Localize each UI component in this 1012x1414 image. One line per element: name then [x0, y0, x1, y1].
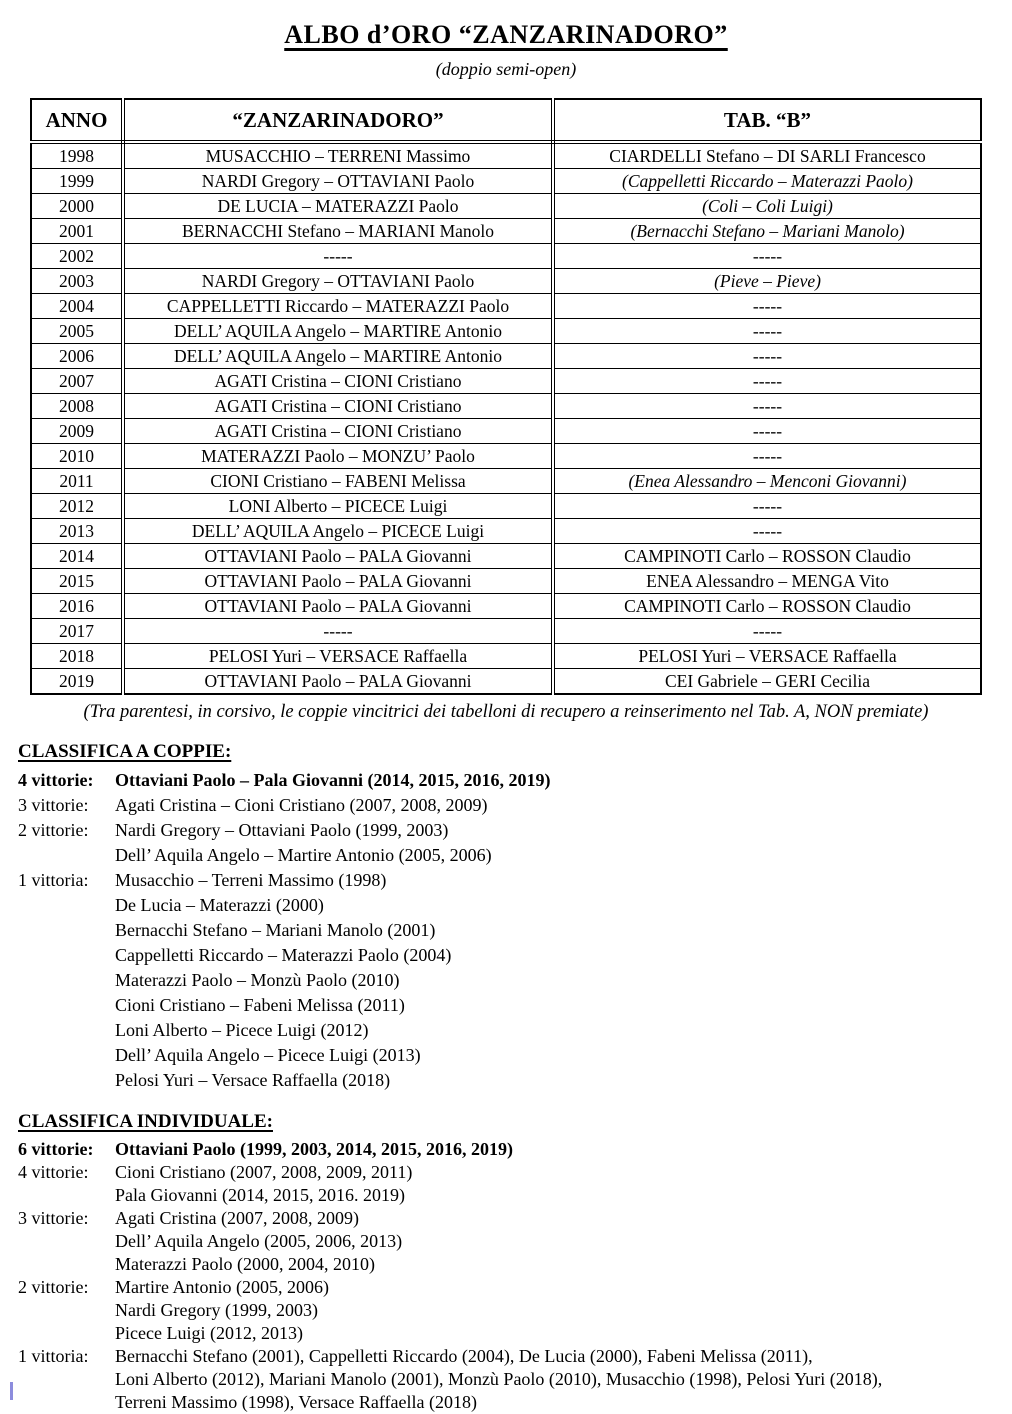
- classifica-individuale-heading: CLASSIFICA INDIVIDUALE:: [18, 1111, 273, 1132]
- table-row: [31, 344, 981, 369]
- winner-cell: DELL’ AQUILA Angelo – PICECE Luigi: [123, 519, 553, 544]
- year-cell: 1999: [31, 169, 123, 194]
- victories-count-label: [18, 943, 115, 968]
- table-row: [31, 669, 981, 695]
- pair-result-text: Materazzi Paolo – Monzù Paolo (2010): [115, 970, 400, 990]
- winner-cell: PELOSI Yuri – VERSACE Raffaella: [123, 644, 553, 669]
- classifica-individuale-entry: [18, 1368, 994, 1391]
- winner-cell: AGATI Cristina – CIONI Cristiano: [123, 419, 553, 444]
- winner-cell: AGATI Cristina – CIONI Cristiano: [123, 369, 553, 394]
- player-result-text: Materazzi Paolo (2000, 2004, 2010): [115, 1254, 375, 1274]
- classifica-coppie-entry: [18, 893, 994, 918]
- pair-result-text: Dell’ Aquila Angelo – Martire Antonio (2005, 2006): [115, 845, 492, 865]
- table-row: [31, 142, 981, 169]
- year-cell: 2002: [31, 244, 123, 269]
- classifica-coppie-entry: [18, 1043, 994, 1068]
- tab-b-cell: -----: [553, 519, 981, 544]
- classifica-individuale-entry: [18, 1161, 994, 1184]
- winner-cell: CAPPELLETTI Riccardo – MATERAZZI Paolo: [123, 294, 553, 319]
- table-row: [31, 244, 981, 269]
- victories-count-label: [18, 1322, 115, 1345]
- classifica-individuale-entry: [18, 1138, 994, 1161]
- pair-result-text: Bernacchi Stefano – Mariani Manolo (2001): [115, 920, 436, 940]
- winner-cell: CIONI Cristiano – FABENI Melissa: [123, 469, 553, 494]
- winner-cell: OTTAVIANI Paolo – PALA Giovanni: [123, 544, 553, 569]
- victories-count-label: 3 vittorie:: [18, 1208, 89, 1228]
- winner-cell: MUSACCHIO – TERRENI Massimo: [123, 142, 553, 169]
- year-cell: 2016: [31, 594, 123, 619]
- victories-count-label: [18, 1184, 115, 1207]
- pair-result-text: Cioni Cristiano – Fabeni Melissa (2011): [115, 995, 405, 1015]
- year-cell: 2015: [31, 569, 123, 594]
- tab-b-cell: (Pieve – Pieve): [553, 269, 981, 294]
- classifica-individuale-entry: [18, 1391, 994, 1414]
- tab-b-cell: ENEA Alessandro – MENGA Vito: [553, 569, 981, 594]
- tab-b-cell: -----: [553, 444, 981, 469]
- classifica-coppie-entry: [18, 1018, 994, 1043]
- table-row: [31, 519, 981, 544]
- tab-b-cell: -----: [553, 369, 981, 394]
- tab-b-cell: PELOSI Yuri – VERSACE Raffaella: [553, 644, 981, 669]
- winner-cell: -----: [123, 244, 553, 269]
- table-row: [31, 269, 981, 294]
- victories-count-label: 2 vittorie:: [18, 820, 89, 840]
- tab-b-cell: (Coli – Coli Luigi): [553, 194, 981, 219]
- tab-b-cell: -----: [553, 419, 981, 444]
- pair-result-text: Loni Alberto – Picece Luigi (2012): [115, 1020, 369, 1040]
- year-cell: 2008: [31, 394, 123, 419]
- year-cell: 2009: [31, 419, 123, 444]
- year-cell: 2007: [31, 369, 123, 394]
- text-cursor-mark: [10, 1382, 13, 1400]
- table-row: [31, 319, 981, 344]
- victories-count-label: 1 vittoria:: [18, 1346, 89, 1366]
- year-cell: 2014: [31, 544, 123, 569]
- winner-cell: LONI Alberto – PICECE Luigi: [123, 494, 553, 519]
- table-row: [31, 594, 981, 619]
- tab-b-cell: CIARDELLI Stefano – DI SARLI Francesco: [553, 142, 981, 169]
- winner-cell: BERNACCHI Stefano – MARIANI Manolo: [123, 219, 553, 244]
- pair-result-text: Agati Cristina – Cioni Cristiano (2007, 2008, 2009): [115, 795, 488, 815]
- table-row: [31, 369, 981, 394]
- tab-b-cell: -----: [553, 244, 981, 269]
- classifica-coppie-entry: [18, 768, 994, 793]
- victories-count-label: [18, 1068, 115, 1093]
- table-footnote: (Tra parentesi, in corsivo, le coppie vincitrici dei tabelloni di recupero a reinserimento nel Tab. A, NON premiate): [83, 702, 929, 722]
- year-cell: 2004: [31, 294, 123, 319]
- victories-count-label: 3 vittorie:: [18, 795, 89, 815]
- year-cell: 2010: [31, 444, 123, 469]
- classifica-coppie-section: [18, 741, 994, 1093]
- tab-b-cell: -----: [553, 619, 981, 644]
- classifica-coppie-entry: [18, 968, 994, 993]
- victories-count-label: [18, 1299, 115, 1322]
- classifica-individuale-entry: [18, 1207, 994, 1230]
- tab-b-cell: -----: [553, 394, 981, 419]
- pair-result-text: Musacchio – Terreni Massimo (1998): [115, 870, 387, 890]
- year-cell: 2001: [31, 219, 123, 244]
- classifica-individuale-entry: [18, 1345, 994, 1368]
- table-row: [31, 294, 981, 319]
- winner-cell: DE LUCIA – MATERAZZI Paolo: [123, 194, 553, 219]
- table-row: [31, 419, 981, 444]
- table-row: [31, 394, 981, 419]
- player-result-text: Picece Luigi (2012, 2013): [115, 1323, 303, 1343]
- victories-count-label: [18, 918, 115, 943]
- winner-cell: MATERAZZI Paolo – MONZU’ Paolo: [123, 444, 553, 469]
- year-cell: 2013: [31, 519, 123, 544]
- table-row: [31, 494, 981, 519]
- table-header-row: [31, 99, 981, 142]
- year-cell: 1998: [31, 142, 123, 169]
- victories-count-label: [18, 1391, 115, 1414]
- player-result-text: Dell’ Aquila Angelo (2005, 2006, 2013): [115, 1231, 403, 1251]
- albo-doro-table: [30, 98, 982, 695]
- col-header-zanzarinadoro: “ZANZARINADORO”: [123, 99, 553, 142]
- winner-cell: -----: [123, 619, 553, 644]
- victories-count-label: 2 vittorie:: [18, 1277, 89, 1297]
- player-result-text: Nardi Gregory (1999, 2003): [115, 1300, 318, 1320]
- col-header-anno: ANNO: [31, 99, 123, 142]
- col-header-tab-b: TAB. “B”: [553, 99, 981, 142]
- classifica-coppie-entry: [18, 843, 994, 868]
- classifica-individuale-entry: [18, 1184, 994, 1207]
- victories-count-label: [18, 1368, 115, 1391]
- tab-b-cell: -----: [553, 494, 981, 519]
- year-cell: 2018: [31, 644, 123, 669]
- classifica-coppie-heading: CLASSIFICA A COPPIE:: [18, 741, 232, 762]
- classifica-individuale-entry: [18, 1230, 994, 1253]
- victories-count-label: [18, 968, 115, 993]
- player-result-text: Loni Alberto (2012), Mariani Manolo (2001), Monzù Paolo (2010), Musacchio (1998), Pelosi Yuri (2018),: [115, 1369, 883, 1389]
- table-row: [31, 444, 981, 469]
- victories-count-label: [18, 1043, 115, 1068]
- player-result-text: Pala Giovanni (2014, 2015, 2016. 2019): [115, 1185, 405, 1205]
- classifica-individuale-entry: [18, 1322, 994, 1345]
- table-row: [31, 169, 981, 194]
- victories-count-label: 1 vittoria:: [18, 870, 89, 890]
- tab-b-cell: CAMPINOTI Carlo – ROSSON Claudio: [553, 594, 981, 619]
- winner-cell: AGATI Cristina – CIONI Cristiano: [123, 394, 553, 419]
- winner-cell: NARDI Gregory – OTTAVIANI Paolo: [123, 269, 553, 294]
- winner-cell: OTTAVIANI Paolo – PALA Giovanni: [123, 669, 553, 695]
- victories-count-label: [18, 993, 115, 1018]
- classifica-coppie-entry: [18, 868, 994, 893]
- pair-result-text: Dell’ Aquila Angelo – Picece Luigi (2013): [115, 1045, 421, 1065]
- table-row: [31, 469, 981, 494]
- table-row: [31, 219, 981, 244]
- classifica-coppie-entry: [18, 1068, 994, 1093]
- page-title: ALBO d’ORO “ZANZARINADORO”: [284, 20, 728, 49]
- player-result-text: Cioni Cristiano (2007, 2008, 2009, 2011): [115, 1162, 413, 1182]
- classifica-coppie-entry: [18, 918, 994, 943]
- pair-result-text: Nardi Gregory – Ottaviani Paolo (1999, 2003): [115, 820, 449, 840]
- classifica-individuale-entry: [18, 1276, 994, 1299]
- year-cell: 2005: [31, 319, 123, 344]
- pair-result-text: Ottaviani Paolo – Pala Giovanni (2014, 2015, 2016, 2019): [115, 770, 551, 790]
- page-subtitle: (doppio semi-open): [435, 59, 577, 79]
- tab-b-cell: -----: [553, 294, 981, 319]
- table-row: [31, 194, 981, 219]
- winner-cell: DELL’ AQUILA Angelo – MARTIRE Antonio: [123, 344, 553, 369]
- victories-count-label: 4 vittorie:: [18, 1162, 89, 1182]
- classifica-individuale-entry: [18, 1253, 994, 1276]
- year-cell: 2011: [31, 469, 123, 494]
- winner-cell: NARDI Gregory – OTTAVIANI Paolo: [123, 169, 553, 194]
- tab-b-cell: (Cappelletti Riccardo – Materazzi Paolo): [553, 169, 981, 194]
- table-row: [31, 619, 981, 644]
- tab-b-cell: -----: [553, 344, 981, 369]
- pair-result-text: Cappelletti Riccardo – Materazzi Paolo (2004): [115, 945, 452, 965]
- player-result-text: Agati Cristina (2007, 2008, 2009): [115, 1208, 359, 1228]
- year-cell: 2012: [31, 494, 123, 519]
- tab-b-cell: (Enea Alessandro – Menconi Giovanni): [553, 469, 981, 494]
- table-row: [31, 644, 981, 669]
- tab-b-cell: CEI Gabriele – GERI Cecilia: [553, 669, 981, 695]
- victories-count-label: 4 vittorie:: [18, 770, 94, 790]
- table-row: [31, 544, 981, 569]
- winner-cell: OTTAVIANI Paolo – PALA Giovanni: [123, 594, 553, 619]
- classifica-individuale-section: [18, 1111, 994, 1414]
- year-cell: 2019: [31, 669, 123, 695]
- winner-cell: OTTAVIANI Paolo – PALA Giovanni: [123, 569, 553, 594]
- classifica-coppie-entry: [18, 943, 994, 968]
- victories-count-label: [18, 1230, 115, 1253]
- classifica-coppie-entry: [18, 993, 994, 1018]
- victories-count-label: [18, 1018, 115, 1043]
- year-cell: 2017: [31, 619, 123, 644]
- victories-count-label: [18, 893, 115, 918]
- player-result-text: Martire Antonio (2005, 2006): [115, 1277, 329, 1297]
- winner-cell: DELL’ AQUILA Angelo – MARTIRE Antonio: [123, 319, 553, 344]
- pair-result-text: De Lucia – Materazzi (2000): [115, 895, 324, 915]
- pair-result-text: Pelosi Yuri – Versace Raffaella (2018): [115, 1070, 391, 1090]
- victories-count-label: [18, 1253, 115, 1276]
- classifica-coppie-entry: [18, 818, 994, 843]
- victories-count-label: [18, 843, 115, 868]
- year-cell: 2006: [31, 344, 123, 369]
- year-cell: 2000: [31, 194, 123, 219]
- player-result-text: Bernacchi Stefano (2001), Cappelletti Riccardo (2004), De Lucia (2000), Fabeni Melissa (2011),: [115, 1346, 813, 1366]
- player-result-text: Ottaviani Paolo (1999, 2003, 2014, 2015, 2016, 2019): [115, 1139, 513, 1159]
- tab-b-cell: (Bernacchi Stefano – Mariani Manolo): [553, 219, 981, 244]
- victories-count-label: 6 vittorie:: [18, 1139, 94, 1159]
- table-row: [31, 569, 981, 594]
- year-cell: 2003: [31, 269, 123, 294]
- tab-b-cell: -----: [553, 319, 981, 344]
- player-result-text: Terreni Massimo (1998), Versace Raffaella (2018): [115, 1392, 477, 1412]
- tab-b-cell: CAMPINOTI Carlo – ROSSON Claudio: [553, 544, 981, 569]
- classifica-individuale-entry: [18, 1299, 994, 1322]
- classifica-coppie-entry: [18, 793, 994, 818]
